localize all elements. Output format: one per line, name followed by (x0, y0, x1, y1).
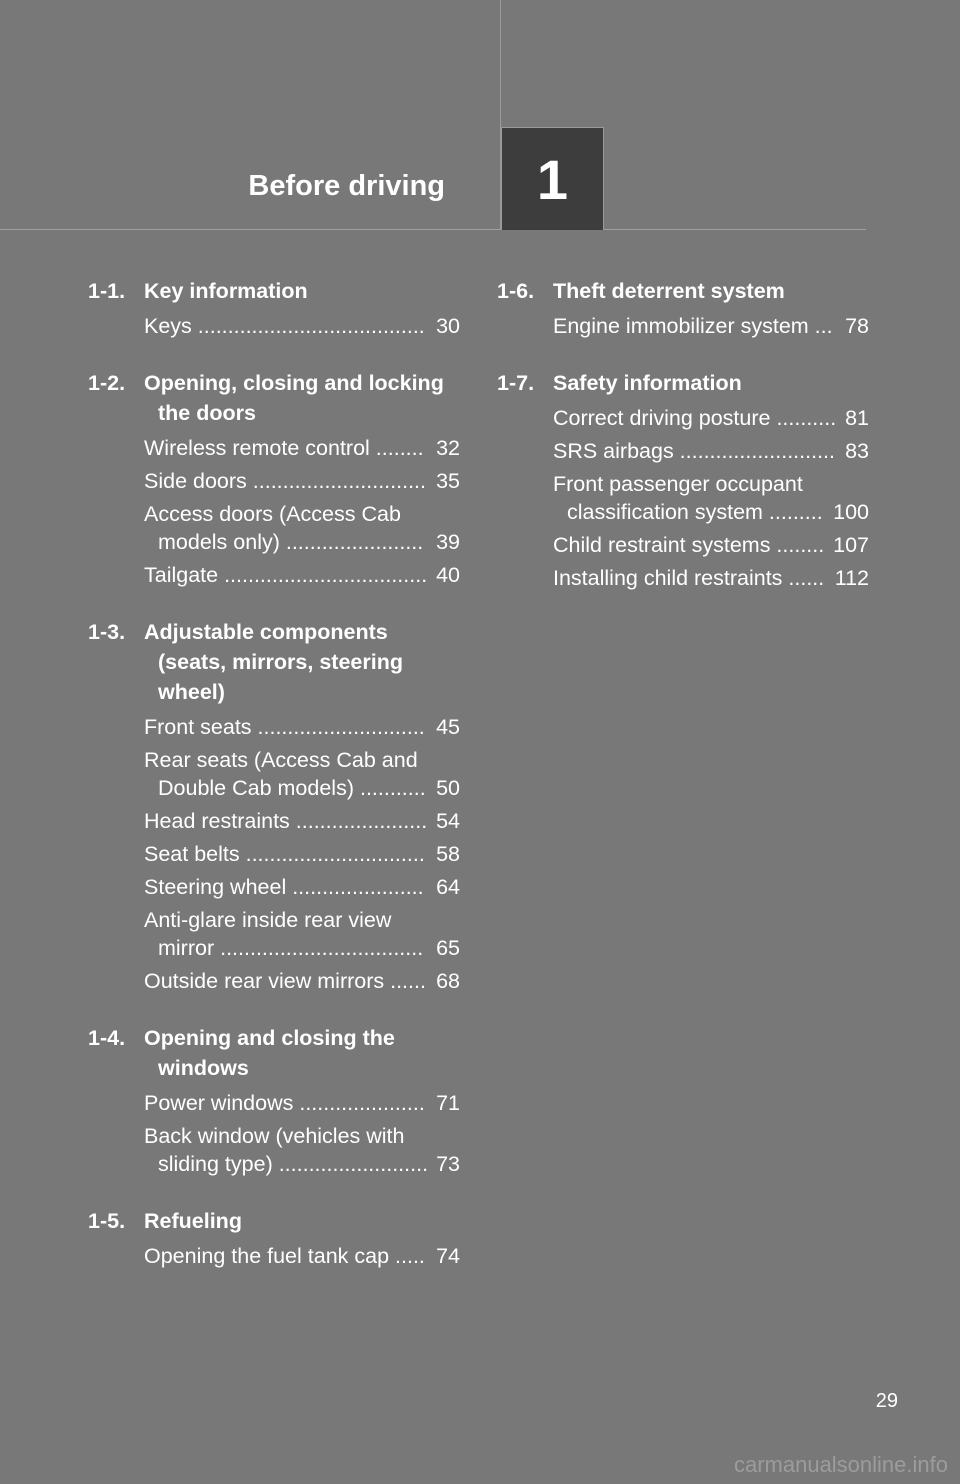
chapter-title: Before driving (248, 170, 445, 202)
dot-leader: ...... (782, 566, 825, 590)
entry-label: Access doors (Access Cab models only) (144, 502, 401, 554)
entry-label: Front passenger occupant classification system (553, 472, 803, 524)
toc-entry[interactable] (144, 746, 460, 802)
toc-entry[interactable] (144, 312, 460, 340)
toc-section (88, 617, 460, 995)
entry-page-number: 50 (436, 776, 460, 800)
entry-label: Front seats (144, 715, 252, 739)
section-heading[interactable] (497, 368, 869, 398)
entry-page-number: 64 (436, 875, 460, 899)
toc-entry[interactable] (553, 531, 869, 559)
toc-section (497, 276, 869, 340)
toc-entry[interactable] (553, 437, 869, 465)
dot-leader: .............................. (239, 842, 425, 866)
entry-page-number: 68 (436, 969, 460, 993)
dot-leader: .................................. (214, 936, 424, 960)
entry-page-number: 30 (436, 314, 460, 338)
entry-label: Tailgate (144, 563, 219, 587)
entry-label: Seat belts (144, 842, 240, 866)
toc-entry[interactable] (144, 561, 460, 589)
section-heading[interactable] (497, 276, 869, 306)
toc-section (88, 1023, 460, 1178)
entry-page-number: 65 (436, 936, 460, 960)
entry-page-number: 35 (436, 469, 460, 493)
entry-page-number: 32 (436, 436, 460, 460)
toc-section (497, 368, 869, 592)
entry-label: Anti-glare inside rear view mirror (144, 908, 392, 960)
entry-page-number: 40 (436, 563, 460, 587)
entry-label: Keys (144, 314, 192, 338)
toc-entry[interactable] (144, 873, 460, 901)
entry-page-number: 107 (833, 533, 869, 557)
section-heading[interactable] (88, 276, 460, 306)
page-number: 29 (875, 1390, 898, 1412)
dot-leader: ......... (762, 500, 823, 524)
entry-label: Child restraint systems (553, 533, 771, 557)
section-heading[interactable] (88, 1206, 460, 1236)
entry-page-number: 39 (436, 530, 460, 554)
dot-leader: ..................... (293, 1091, 425, 1115)
entry-label: Rear seats (Access Cab and Double Cab models) (144, 748, 418, 800)
toc-entry[interactable] (553, 564, 869, 592)
toc-entry[interactable] (144, 840, 460, 868)
dot-leader: .................................. (218, 563, 428, 587)
entry-label: Installing child restraints (553, 566, 783, 590)
section-title: Opening and closing the windows (144, 1026, 395, 1080)
entry-label: Side doors (144, 469, 247, 493)
dot-leader: ............................. (246, 469, 426, 493)
entry-label: Steering wheel (144, 875, 287, 899)
section-heading[interactable] (88, 617, 460, 707)
dot-leader: ........... (354, 776, 426, 800)
toc-entry[interactable] (144, 1122, 460, 1178)
section-number: 1-4. (88, 1026, 126, 1050)
section-number: 1-2. (88, 371, 126, 395)
section-number: 1-6. (497, 279, 535, 303)
section-number: 1-5. (88, 1209, 126, 1233)
section-title: Opening, closing and locking the doors (144, 371, 444, 425)
entry-label: Wireless remote control (144, 436, 370, 460)
entry-label: Correct driving posture (553, 406, 771, 430)
dot-leader: ...................... (286, 875, 424, 899)
toc-entry[interactable] (144, 713, 460, 741)
section-number: 1-7. (497, 371, 535, 395)
entry-page-number: 71 (436, 1091, 460, 1115)
dot-leader: ... (808, 314, 833, 338)
entry-page-number: 81 (845, 406, 869, 430)
toc-entry[interactable] (144, 1089, 460, 1117)
entry-page-number: 54 (436, 809, 460, 833)
toc-section (88, 276, 460, 340)
chapter-number-box (501, 127, 604, 230)
entry-page-number: 112 (834, 566, 869, 590)
section-title: Safety information (553, 371, 742, 395)
entry-label: Power windows (144, 1091, 294, 1115)
entry-page-number: 73 (436, 1152, 460, 1176)
section-number: 1-3. (88, 620, 126, 644)
toc-entry[interactable] (144, 1242, 460, 1270)
entry-page-number: 74 (436, 1244, 460, 1268)
dot-leader: ....................... (279, 530, 424, 554)
toc-entry[interactable] (144, 807, 460, 835)
section-title: Theft deterrent system (553, 279, 785, 303)
entry-label: Engine immobilizer system (553, 314, 809, 338)
dot-leader: .......................... (673, 439, 835, 463)
toc-section (88, 368, 460, 589)
section-number: 1-1. (88, 279, 126, 303)
chapter-number: 1 (536, 148, 569, 211)
toc-column-right (497, 276, 869, 620)
toc-entry[interactable] (144, 500, 460, 556)
toc-entry[interactable] (144, 906, 460, 962)
entry-page-number: 83 (845, 439, 869, 463)
entry-page-number: 100 (833, 500, 869, 524)
entry-label: Head restraints (144, 809, 290, 833)
toc-entry[interactable] (144, 434, 460, 462)
section-title: Adjustable components (seats, mirrors, steering wheel) (144, 620, 403, 704)
entry-page-number: 78 (845, 314, 869, 338)
toc-section (88, 1206, 460, 1270)
header-horizontal-rule (0, 229, 866, 230)
entry-label: Back window (vehicles with sliding type) (144, 1124, 405, 1176)
entry-label: Opening the fuel tank cap (144, 1244, 390, 1268)
section-title: Refueling (144, 1209, 242, 1233)
dot-leader: .......... (770, 406, 837, 430)
entry-page-number: 58 (436, 842, 460, 866)
toc-entry[interactable] (144, 967, 460, 995)
dot-leader: ............................ (251, 715, 425, 739)
section-heading[interactable] (88, 1023, 460, 1083)
dot-leader: ..... (389, 1244, 425, 1268)
toc-entry[interactable] (553, 404, 869, 432)
dot-leader: ...................................... (191, 314, 425, 338)
dot-leader: ...... (384, 969, 426, 993)
entry-label: Outside rear view mirrors (144, 969, 385, 993)
entry-label: SRS airbags (553, 439, 674, 463)
toc-column-left (88, 276, 460, 1298)
toc-entry[interactable] (553, 470, 869, 526)
dot-leader: ........ (369, 436, 424, 460)
dot-leader: ........ (770, 533, 825, 557)
dot-leader: ......................... (272, 1152, 429, 1176)
toc-entry[interactable] (553, 312, 869, 340)
dot-leader: ...................... (289, 809, 428, 833)
section-title: Key information (144, 279, 308, 303)
section-heading[interactable] (88, 368, 460, 428)
entry-page-number: 45 (436, 715, 460, 739)
watermark: carmanualsonline.info (733, 1452, 948, 1477)
toc-entry[interactable] (144, 467, 460, 495)
